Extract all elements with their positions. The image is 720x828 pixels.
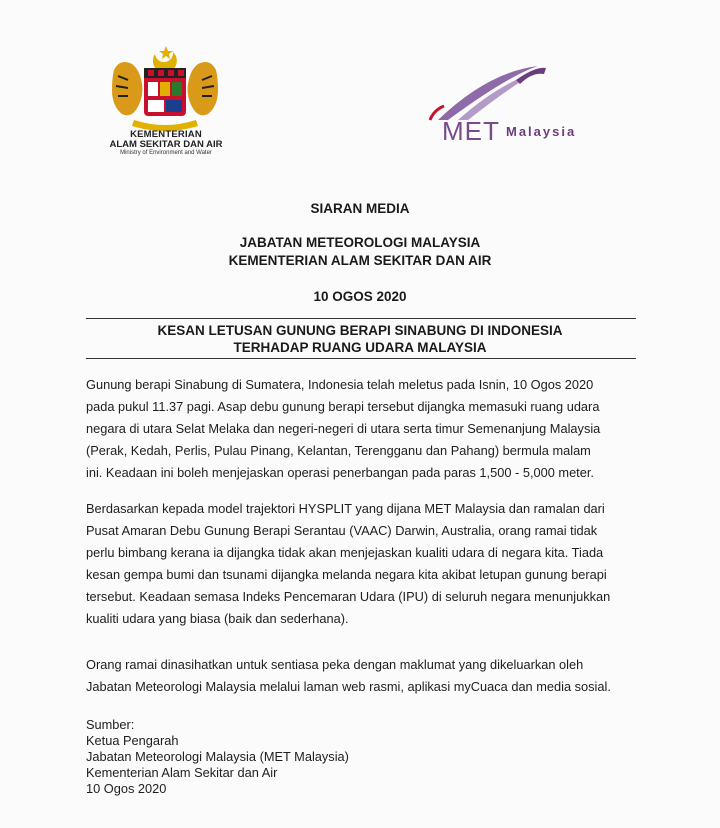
issuer-ministry: KEMENTERIAN ALAM SEKITAR DAN AIR: [228, 253, 492, 268]
paragraph-2: [86, 498, 646, 630]
subject-divider-top: [86, 318, 636, 319]
issuer-department: JABATAN METEOROLOGI MALAYSIA: [239, 235, 481, 250]
paragraph-line: perlu bimbang kerana ia dijangka tidak akan menjejaskan kualiti udara di negara kita. Tiada: [86, 545, 604, 560]
paragraph-1: [86, 374, 646, 484]
paragraph-line: Gunung berapi Sinabung di Sumatera, Indonesia telah meletus pada Isnin, 10 Ogos 2020: [86, 377, 594, 392]
release-date: 10 OGOS 2020: [313, 289, 407, 304]
source-line: Kementerian Alam Sekitar dan Air: [86, 765, 278, 780]
met-logo-country: Malaysia: [506, 124, 577, 139]
paragraph-line: ini. Keadaan ini boleh menjejaskan operasi penerbangan pada paras 1,500 - 5,000 meter.: [86, 465, 594, 480]
paragraph-line: kualiti udara yang biasa (baik dan sederhana).: [86, 611, 349, 626]
subject-divider-bottom: [86, 358, 636, 359]
paragraph-line: Jabatan Meteorologi Malaysia melalui laman web rasmi, aplikasi myCuaca dan media sosial.: [86, 679, 611, 694]
subject-heading: [0, 322, 720, 356]
paragraph-line: (Perak, Kedah, Perlis, Pulau Pinang, Kelantan, Terengganu dan Pahang) bermula malam: [86, 443, 591, 458]
source-label: Sumber:: [86, 717, 135, 732]
paragraph-line: Berdasarkan kepada model trajektori HYSPLIT yang dijana MET Malaysia dan ramalan dari: [86, 501, 605, 516]
issuer-heading: [0, 234, 720, 270]
paragraph-line: kesan gempa bumi dan tsunami dijangka melanda negara kita akibat letupan gunung berapi: [86, 567, 607, 582]
met-logo-text: MET: [442, 116, 500, 146]
ministry-name-line2: ALAM SEKITAR DAN AIR: [109, 138, 223, 150]
subject-line-1: KESAN LETUSAN GUNUNG BERAPI SINABUNG DI INDONESIA: [157, 323, 563, 338]
paragraph-line: Pusat Amaran Debu Gunung Berapi Serantau (VAAC) Darwin, Australia, orang ramai tidak: [86, 523, 598, 538]
ministry-name: [96, 130, 236, 156]
paragraph-line: Orang ramai dinasihatkan untuk sentiasa peka dengan maklumat yang dikeluarkan oleh: [86, 657, 584, 672]
source-block: [86, 717, 486, 797]
source-line: Jabatan Meteorologi Malaysia (MET Malaysia): [86, 749, 349, 764]
paragraph-line: pada pukul 11.37 pagi. Asap debu gunung berapi tersebut dijangka memasuki ruang udara: [86, 399, 600, 414]
paragraph-line: tersebut. Keadaan semasa Indeks Pencemaran Udara (IPU) di seluruh negara menunjukkan: [86, 589, 611, 604]
document-type-heading: SIARAN MEDIA: [310, 201, 410, 216]
paragraph-line: negara di utara Selat Melaka dan negeri-negeri di utara serta timur Semenanjung Malaysia: [86, 421, 601, 436]
ministry-name-english: Ministry of Environment and Water: [120, 149, 212, 156]
ministry-name-line1: KEMENTERIAN: [130, 129, 202, 140]
subject-line-2: TERHADAP RUANG UDARA MALAYSIA: [233, 340, 487, 355]
met-swoosh-icon: [428, 62, 608, 122]
source-line: 10 Ogos 2020: [86, 781, 167, 796]
met-malaysia-logo: [428, 62, 608, 146]
paragraph-3: [86, 654, 646, 698]
source-line: Ketua Pengarah: [86, 733, 179, 748]
